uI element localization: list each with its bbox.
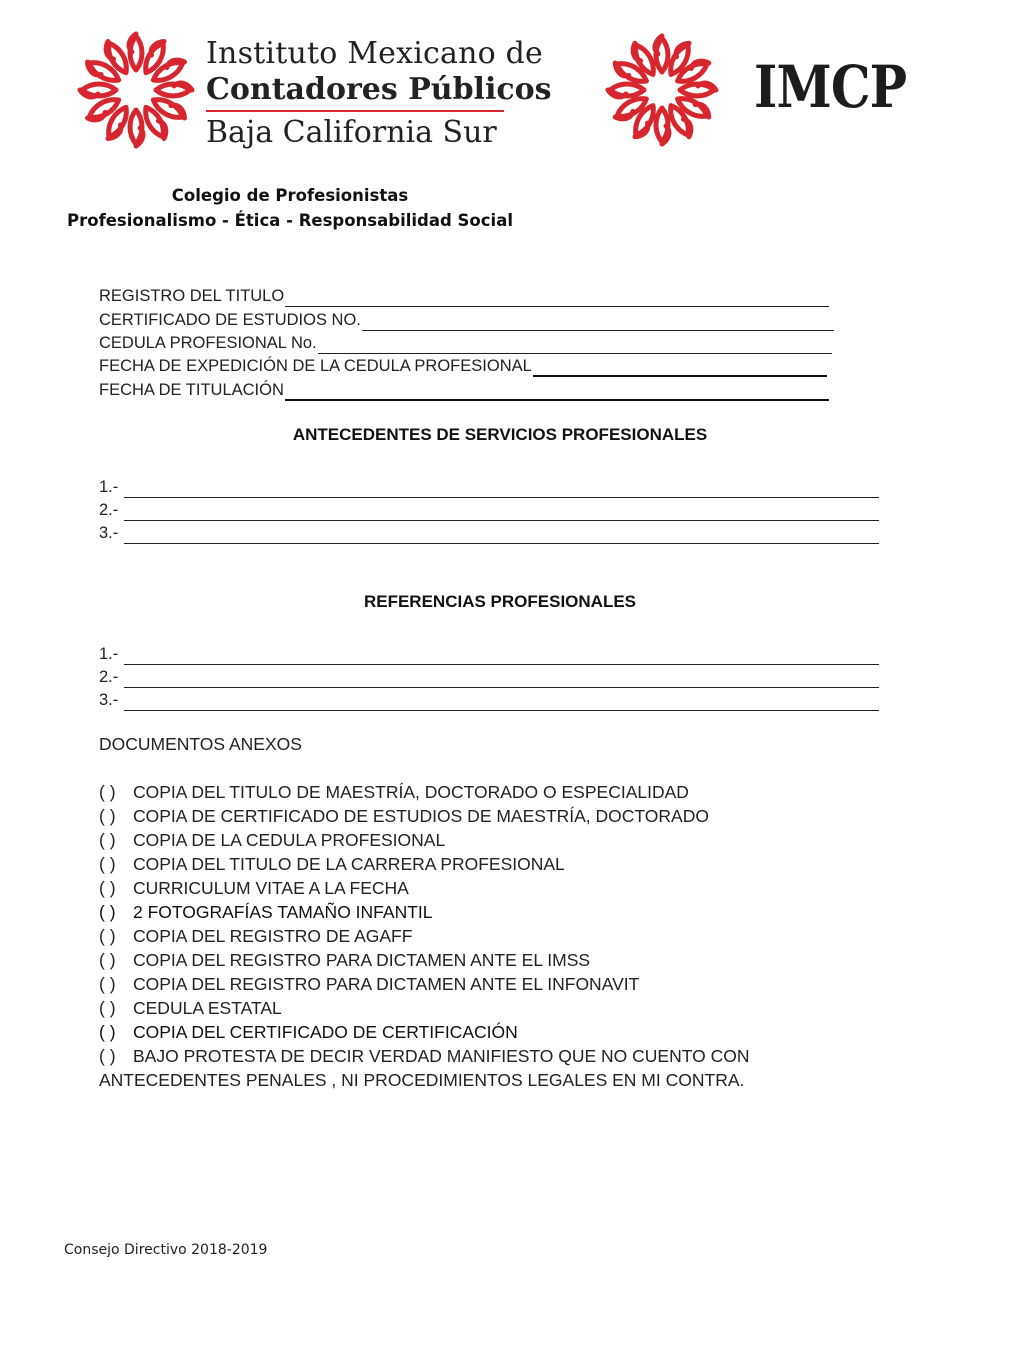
doc-label: CEDULA ESTATAL xyxy=(133,998,282,1018)
checkbox-parens[interactable]: ( ) xyxy=(99,806,116,826)
doc-checkbox-item[interactable] xyxy=(99,852,565,876)
footer-text: Consejo Directivo 2018-2019 xyxy=(64,1242,268,1258)
doc-label: CURRICULUM VITAE A LA FECHA xyxy=(133,878,409,898)
field-label: FECHA DE TITULACIÓN xyxy=(99,381,284,399)
antecedente-line-2[interactable] xyxy=(99,499,879,521)
doc-checkbox-item[interactable] xyxy=(99,804,709,828)
imcp-logo xyxy=(600,30,907,150)
antecedente-line-3[interactable] xyxy=(99,522,879,544)
field-registro-titulo[interactable] xyxy=(99,285,829,307)
logo-line-2: Contadores Públicos xyxy=(206,72,552,107)
field-fecha-expedicion-cedula[interactable] xyxy=(99,355,827,377)
field-blank[interactable] xyxy=(533,358,827,377)
line-number: 3.- xyxy=(99,524,119,542)
logo-line-1: Instituto Mexicano de xyxy=(206,36,543,71)
doc-checkbox-item[interactable] xyxy=(99,1044,749,1068)
field-fecha-titulacion[interactable] xyxy=(99,379,829,401)
antecedente-line-1[interactable] xyxy=(99,476,879,498)
checkbox-parens[interactable]: ( ) xyxy=(99,782,116,802)
imcp-bcs-logo xyxy=(74,26,552,154)
doc-checkbox-item[interactable] xyxy=(99,780,689,804)
red-ribbon-circle-icon xyxy=(74,26,198,154)
line-blank[interactable] xyxy=(124,503,879,521)
line-number: 1.- xyxy=(99,645,119,663)
doc-label: BAJO PROTESTA DE DECIR VERDAD MANIFIESTO QUE NO CUENTO CON xyxy=(133,1046,750,1066)
checkbox-parens[interactable]: ( ) xyxy=(99,950,116,970)
doc-checkbox-item[interactable] xyxy=(99,828,445,852)
logo-divider xyxy=(206,110,504,112)
checkbox-parens[interactable]: ( ) xyxy=(99,926,116,946)
doc-checkbox-item[interactable] xyxy=(99,876,409,900)
referencia-line-1[interactable] xyxy=(99,643,879,665)
checkbox-parens[interactable]: ( ) xyxy=(99,998,116,1018)
line-blank[interactable] xyxy=(124,693,879,711)
doc-checkbox-item[interactable] xyxy=(99,996,282,1020)
doc-item-continuation: ANTECEDENTES PENALES , NI PROCEDIMIENTOS LEGALES EN MI CONTRA. xyxy=(99,1070,745,1090)
line-number: 1.- xyxy=(99,478,119,496)
line-blank[interactable] xyxy=(124,480,879,498)
field-label: FECHA DE EXPEDICIÓN DE LA CEDULA PROFESIONAL xyxy=(99,357,532,375)
doc-checkbox-item[interactable] xyxy=(99,924,412,948)
field-blank[interactable] xyxy=(362,313,834,331)
doc-label: COPIA DEL TITULO DE LA CARRERA PROFESIONAL xyxy=(133,854,565,874)
doc-checkbox-item[interactable] xyxy=(99,948,590,972)
checkbox-parens[interactable]: ( ) xyxy=(99,974,116,994)
doc-label: COPIA DEL CERTIFICADO DE CERTIFICACIÓN xyxy=(133,1022,518,1042)
checkbox-parens[interactable]: ( ) xyxy=(99,830,116,850)
line-blank[interactable] xyxy=(124,670,879,688)
motto-line-2: Profesionalismo - Ética - Responsabilidad Social xyxy=(67,211,513,230)
line-number: 3.- xyxy=(99,691,119,709)
referencia-line-3[interactable] xyxy=(99,689,879,711)
logo-line-3: Baja California Sur xyxy=(206,115,497,150)
motto-line-1: Colegio de Profesionistas xyxy=(171,186,409,205)
field-label: REGISTRO DEL TITULO xyxy=(99,287,285,305)
checkbox-parens[interactable]: ( ) xyxy=(99,854,116,874)
field-blank[interactable] xyxy=(318,336,832,354)
doc-checkbox-item[interactable] xyxy=(99,900,433,924)
doc-label: COPIA DEL REGISTRO DE AGAFF xyxy=(133,926,413,946)
checkbox-parens[interactable]: ( ) xyxy=(99,1022,116,1042)
antecedentes-heading: ANTECEDENTES DE SERVICIOS PROFESIONALES xyxy=(292,425,708,444)
doc-label: COPIA DE LA CEDULA PROFESIONAL xyxy=(133,830,446,850)
field-blank[interactable] xyxy=(285,382,829,401)
line-number: 2.- xyxy=(99,501,119,519)
field-label: CERTIFICADO DE ESTUDIOS NO. xyxy=(99,311,361,329)
referencia-line-2[interactable] xyxy=(99,666,879,688)
checkbox-parens[interactable]: ( ) xyxy=(99,1046,116,1066)
checkbox-parens[interactable]: ( ) xyxy=(99,902,116,922)
referencias-heading: REFERENCIAS PROFESIONALES xyxy=(363,592,637,611)
doc-label: COPIA DEL TITULO DE MAESTRÍA, DOCTORADO O ESPECIALIDAD xyxy=(133,782,689,802)
line-blank[interactable] xyxy=(124,526,879,544)
field-cedula-profesional[interactable] xyxy=(99,332,832,354)
doc-label: COPIA DEL REGISTRO PARA DICTAMEN ANTE EL IMSS xyxy=(133,950,591,970)
red-ribbon-circle-icon xyxy=(600,30,724,150)
checkbox-parens[interactable]: ( ) xyxy=(99,878,116,898)
imcp-wordmark: IMCP xyxy=(754,53,907,121)
line-blank[interactable] xyxy=(124,647,879,665)
field-label: CEDULA PROFESIONAL No. xyxy=(99,334,317,352)
doc-label: COPIA DE CERTIFICADO DE ESTUDIOS DE MAESTRÍA, DOCTORADO xyxy=(133,806,709,826)
line-number: 2.- xyxy=(99,668,119,686)
field-certificado-estudios[interactable] xyxy=(99,309,834,331)
doc-checkbox-item[interactable] xyxy=(99,1020,518,1044)
documentos-heading: DOCUMENTOS ANEXOS xyxy=(99,734,302,754)
doc-label: COPIA DEL REGISTRO PARA DICTAMEN ANTE EL INFONAVIT xyxy=(133,974,640,994)
doc-label: 2 FOTOGRAFÍAS TAMAÑO INFANTIL xyxy=(133,902,433,922)
field-blank[interactable] xyxy=(285,289,829,307)
doc-checkbox-item[interactable] xyxy=(99,972,639,996)
